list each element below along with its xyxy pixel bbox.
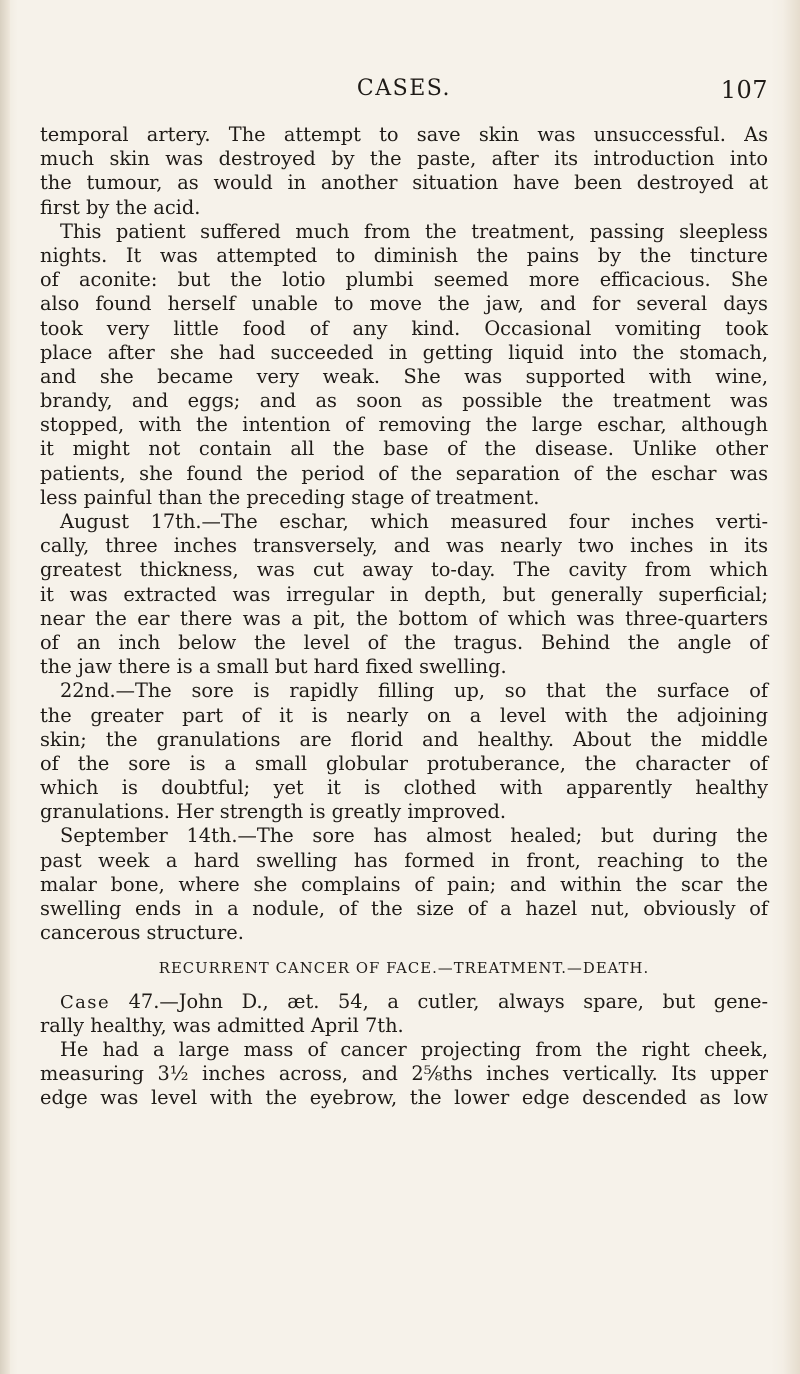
text-line: nights. It was attempted to diminish the pains by the tincture [40, 243, 768, 267]
paragraph-start-line: August 17th.—The eschar, which measured four inches verti- [60, 510, 768, 533]
text-line: of aconite: but the lotio plumbi seemed more efficacious. She [40, 268, 768, 292]
running-title: CASES. [356, 76, 452, 101]
text-line: temporal artery. The attempt to save skin was unsuccessful. As [40, 123, 768, 146]
case-first-line [40, 990, 768, 1014]
paragraph-start-line: September 14th.—The sore has almost healed; but during the [60, 824, 768, 848]
paragraph-start-line: 22nd.—The sore is rapidly filling up, so that the surface of [60, 679, 768, 703]
text-line: place after she had succeeded in getting liquid into the stomach, [40, 340, 768, 364]
case-text-line: edge was level with the eyebrow, the lower edge descended as low [40, 1086, 768, 1110]
text-line: much skin was destroyed by the paste, after its introduction into [40, 147, 768, 171]
text-line: skin; the granulations are florid and healthy. About the middle [40, 727, 768, 751]
running-head [40, 76, 768, 104]
text-line: granulations. Her strength is greatly improved. [40, 800, 507, 824]
text-line: which is doubtful; yet it is clothed with apparently healthy [40, 776, 768, 800]
text-line: and she became very weak. She was supported with wine, [40, 364, 768, 388]
text-line: took very little food of any kind. Occasional vomiting took [40, 316, 768, 340]
text-line: less painful than the preceding stage of treatment. [40, 485, 540, 509]
text-line: swelling ends in a nodule, of the size of a hazel nut, obviously of [40, 897, 768, 920]
page-gutter [0, 0, 10, 1374]
case-text-line: measuring 3½ inches across, and 2⅝ths inches vertically. Its upper [40, 1062, 768, 1086]
case-text-line: rally healthy, was admitted April 7th. [40, 1013, 404, 1037]
case-paragraph-start-line: He had a large mass of cancer projecting from the right cheek, [60, 1037, 768, 1061]
text-line: cancerous structure. [40, 921, 244, 945]
page-number: 107 [720, 76, 768, 104]
text-line: malar bone, where she complains of pain; and within the scar the [40, 872, 768, 896]
text-line: it was extracted was irregular in depth, but generally superficial; [40, 582, 768, 606]
page-edge [782, 0, 800, 1374]
case-label: Case [60, 991, 110, 1013]
case-first-line-text: 47.—John D., æt. 54, a cutler, always spare, but gene- [110, 989, 768, 1013]
text-line: stopped, with the intention of removing the large eschar, although [40, 413, 768, 437]
paragraph-start-line: This patient suffered much from the treatment, passing sleepless [60, 219, 768, 243]
text-line: the greater part of it is nearly on a level with the adjoining [40, 703, 768, 727]
text-line: cally, three inches transversely, and was nearly two inches in its [40, 534, 768, 558]
text-line: of the sore is a small globular protuberance, the character of [40, 751, 768, 775]
text-line: greatest thickness, was cut away to-day. The cavity from which [40, 558, 768, 582]
text-line: past week a hard swelling has formed in front, reaching to the [40, 848, 768, 872]
section-title: RECURRENT CANCER OF FACE.—TREATMENT.—DEATH. [158, 960, 650, 978]
text-line: patients, she found the period of the separation of the eschar was [40, 461, 768, 485]
text-line: brandy, and eggs; and as soon as possible the treatment was [40, 389, 768, 413]
text-line: also found herself unable to move the jaw, and for several days [40, 292, 768, 316]
text-line: of an inch below the level of the tragus. Behind the angle of [40, 630, 768, 654]
text-line: the tumour, as would in another situation have been destroyed at [40, 171, 768, 195]
body-text [40, 123, 768, 1111]
text-line: first by the acid. [40, 195, 201, 219]
text-line: it might not contain all the base of the disease. Unlike other [40, 437, 768, 461]
text-line: the jaw there is a small but hard fixed swelling. [40, 655, 507, 679]
text-line: near the ear there was a pit, the bottom of which was three-quarters [40, 606, 768, 630]
